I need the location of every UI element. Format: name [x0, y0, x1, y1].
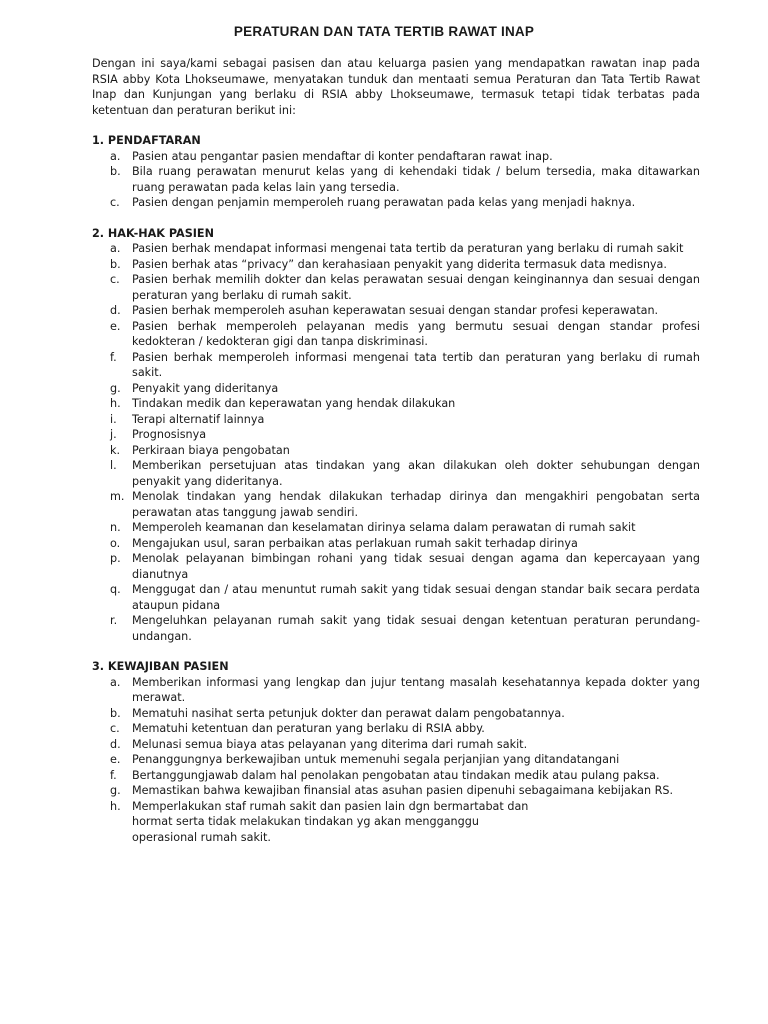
section-pendaftaran: [92, 133, 700, 211]
list-item: [92, 350, 700, 381]
list-item: [92, 149, 700, 165]
item-text: Menggugat dan / atau menuntut rumah sakit yang tidak sesuai dengan standar baik secara perdata ataupun pidana: [132, 583, 700, 612]
item-text: Penanggungnya berkewajiban untuk memenuhi segala perjanjian yang ditandatangani: [132, 753, 620, 766]
item-text: Menolak pelayanan bimbingan rohani yang tidak sesuai dengan agama dan kepercayaan yang dianutnya: [132, 552, 700, 581]
item-letter: n.: [110, 521, 121, 534]
item-letter: a.: [110, 242, 121, 255]
list-item: [92, 613, 700, 644]
item-text: Pasien berhak memilih dokter dan kelas perawatan sesuai dengan keinginannya dan sesuai dengan peraturan yang berlaku di rumah sakit.: [132, 273, 700, 302]
item-text: Pasien dengan penjamin memperoleh ruang perawatan pada kelas yang menjadi haknya.: [132, 196, 636, 209]
item-letter: c.: [110, 722, 120, 735]
list-item: [92, 675, 700, 706]
item-text: Bila ruang perawatan menurut kelas yang di kehendaki tidak / belum tersedia, maka ditawarkan ruang perawatan pada kelas lain yang tersedia.: [132, 165, 700, 194]
list-item: [92, 783, 700, 799]
section-heading: 1. PENDAFTARAN: [92, 134, 201, 147]
item-text: Pasien berhak memperoleh asuhan keperawatan sesuai dengan standar profesi keperawatan.: [132, 304, 659, 317]
item-text: Pasien berhak atas “privacy” dan kerahasiaan penyakit yang diderita termasuk data medisnya.: [132, 257, 667, 271]
item-letter: c.: [110, 273, 120, 286]
list-item: [92, 520, 700, 536]
item-letter: d.: [110, 304, 121, 317]
list-item: [92, 195, 700, 211]
item-text: Memberikan persetujuan atas tindakan yang akan dilakukan oleh dokter sehubungan dengan penyakit yang dideritanya.: [132, 459, 700, 488]
document-body: [92, 56, 700, 845]
item-text: Pasien berhak mendapat informasi mengenai tata tertib da peraturan yang berlaku di rumah sakit: [132, 242, 684, 255]
item-text: Memastikan bahwa kewajiban finansial atas asuhan pasien dipenuhi sebagaimana kebijakan RS.: [132, 784, 674, 797]
item-letter: e.: [110, 753, 121, 766]
item-letter: l.: [110, 459, 117, 472]
list-item: [92, 164, 700, 195]
item-letter: m.: [110, 490, 125, 503]
list-item: [92, 489, 700, 520]
item-letter: i.: [110, 412, 117, 426]
section-heading: 2. HAK-HAK PASIEN: [92, 226, 214, 240]
item-text: Prognosisnya: [132, 428, 207, 441]
item-text-line: Memperlakukan staf rumah sakit dan pasien lain dgn bermartabat dan: [132, 799, 529, 813]
item-letter: g.: [110, 381, 121, 395]
item-letter: b.: [110, 165, 121, 178]
item-text: Menolak tindakan yang hendak dilakukan terhadap dirinya dan mengakhiri pengobatan serta perawatan atas tanggung jawab sendiri.: [132, 490, 700, 519]
item-text-line: operasional rumah sakit.: [132, 830, 271, 844]
list-item: [92, 458, 700, 489]
section-spacer: [92, 211, 700, 226]
section-heading: 3. KEWAJIBAN PASIEN: [92, 660, 229, 673]
list-item: [92, 582, 700, 613]
list-item: [92, 721, 700, 737]
item-letter: a.: [110, 675, 121, 689]
item-text: Penyakit yang dideritanya: [132, 381, 279, 395]
item-letter: h.: [110, 397, 121, 410]
item-letter: k.: [110, 443, 121, 457]
item-letter: d.: [110, 737, 121, 751]
item-text: Memberikan informasi yang lengkap dan jujur tentang masalah kesehatannya kepada dokter yang merawat.: [132, 675, 700, 704]
item-text-multiline: [132, 799, 700, 846]
intro-paragraph: Dengan ini saya/kami sebagai pasisen dan atau keluarga pasien yang mendapatkan rawatan inap pada RSIA abby Kota Lhokseumawe, menyatakan tunduk dan mentaati semua Peraturan dan Tata Tertib Rawat Inap dan Kunjungan yang berlaku di RSIA abby Lhokseumawe, termasuk tetapi tidak terbatas pada ketentuan dan peraturan berikut ini:: [92, 57, 700, 117]
item-letter: r.: [110, 614, 118, 627]
list-item: [92, 768, 700, 784]
item-text: Perkiraan biaya pengobatan: [132, 443, 290, 457]
item-text: Terapi alternatif lainnya: [132, 412, 265, 426]
item-text: Pasien atau pengantar pasien mendaftar di konter pendaftaran rawat inap.: [132, 149, 553, 163]
list-item: [92, 272, 700, 303]
list-item: [92, 257, 700, 273]
list-item: [92, 551, 700, 582]
item-letter: g.: [110, 784, 121, 797]
list-item: [92, 303, 700, 319]
list-item: [92, 443, 700, 459]
item-letter: q.: [110, 583, 121, 596]
item-letter: a.: [110, 149, 121, 163]
list-item: [92, 536, 700, 552]
item-letter: h.: [110, 799, 121, 813]
item-letter: f.: [110, 768, 117, 782]
item-letter: b.: [110, 706, 121, 720]
list-item: [92, 752, 700, 768]
item-letter: f.: [110, 350, 117, 364]
list-item: [92, 381, 700, 397]
list-item: [92, 319, 700, 350]
item-text: Mengeluhkan pelayanan rumah sakit yang tidak sesuai dengan ketentuan peraturan perundang-undangan.: [132, 614, 700, 643]
item-text: Mematuhi ketentuan dan peraturan yang berlaku di RSIA abby.: [132, 722, 485, 735]
section-spacer: [92, 644, 700, 659]
item-letter: b.: [110, 257, 121, 271]
item-letter: c.: [110, 196, 120, 209]
section-kewajiban-pasien: [92, 659, 700, 845]
item-letter: o.: [110, 536, 121, 550]
section-hak-pasien: [92, 226, 700, 645]
item-letter: p.: [110, 552, 121, 565]
list-item: [92, 427, 700, 443]
list-item: [92, 396, 700, 412]
item-text: Tindakan medik dan keperawatan yang hendak dilakukan: [132, 397, 456, 410]
item-text-line: hormat serta tidak melakukan tindakan yg akan mengganggu: [132, 815, 479, 828]
list-item: [92, 241, 700, 257]
item-text: Pasien berhak memperoleh informasi mengenai tata tertib dan peraturan yang berlaku di rumah sakit.: [132, 350, 700, 379]
list-item: [92, 799, 700, 846]
list-item: [92, 737, 700, 753]
item-letter: e.: [110, 319, 121, 333]
item-text: Mematuhi nasihat serta petunjuk dokter dan perawat dalam pengobatannya.: [132, 706, 565, 720]
item-text: Memperoleh keamanan dan keselamatan dirinya selama dalam perawatan di rumah sakit: [132, 521, 636, 534]
list-item: [92, 706, 700, 722]
item-text: Mengajukan usul, saran perbaikan atas perlakuan rumah sakit terhadap dirinya: [132, 536, 578, 550]
item-letter: j.: [110, 428, 117, 441]
document-title: PERATURAN DAN TATA TERTIB RAWAT INAP: [233, 24, 535, 39]
item-text: Melunasi semua biaya atas pelayanan yang diterima dari rumah sakit.: [132, 737, 528, 751]
list-item: [92, 412, 700, 428]
item-text: Pasien berhak memperoleh pelayanan medis yang bermutu sesuai dengan standar profesi kedokteran / kedokteran gigi dan tanpa diskriminasi.: [132, 319, 700, 348]
item-text: Bertanggungjawab dalam hal penolakan pengobatan atau tindakan medik atau pulang paksa.: [132, 768, 660, 782]
